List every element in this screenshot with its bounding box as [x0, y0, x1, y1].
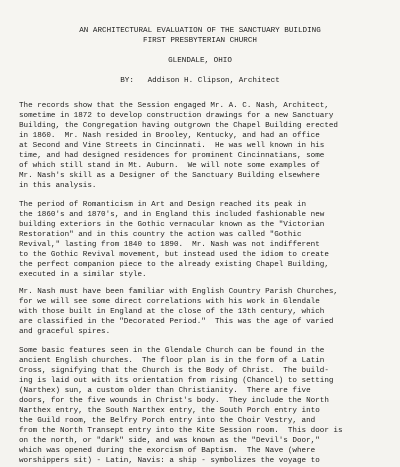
- document-title-line-2: FIRST PRESBYTERIAN CHURCH: [143, 37, 257, 45]
- paragraph-1-line: Building, the Congregation having outgrown the Chapel Building erected: [19, 122, 338, 130]
- paragraph-2-line: the perfect companion piece to the already existing Chapel Building,: [19, 261, 329, 269]
- paragraph-3-line: and graceful spires.: [19, 328, 111, 336]
- paragraph-2-line: The period of Romanticism in Art and Design reached its peak in: [19, 201, 307, 209]
- document-location: GLENDALE, OHIO: [168, 57, 232, 65]
- paragraph-1-line: Mr. Nash's skill as a Designer of the Sanctuary Building elsewhere: [19, 172, 320, 180]
- paragraph-4-line: the Guild room, the Belfry Porch entry into the Choir Vestry, and: [19, 417, 316, 425]
- paragraph-4-line: worshippers sit) - Latin, Navis: a ship - symbolizes the voyage to: [19, 457, 320, 465]
- paragraph-4-line: ing is laid out with its orientation from rising (Chancel) to setting: [19, 377, 334, 385]
- document-byline: BY: Addison H. Clipson, Architect: [120, 77, 280, 85]
- paragraph-2-line: to the Gothic Revival movement, but instead used the idiom to create: [19, 251, 329, 259]
- paragraph-2-line: the 1860's and 1870's, and in England this included fashionable new: [19, 211, 325, 219]
- paragraph-3-line: are classified in the "Decorated Period." This was the age of varied: [19, 318, 334, 326]
- paragraph-4-line: ancient English churches. The floor plan is in the form of a Latin: [19, 357, 325, 365]
- paragraph-1-line: in 1860. Mr. Nash resided in Brooley, Kentucky, and had an office: [19, 132, 320, 140]
- paragraph-3-line: for we will see some direct correlations with his work in Glendale: [19, 298, 320, 306]
- document-title-line-1: AN ARCHITECTURAL EVALUATION OF THE SANCTUARY BUILDING: [79, 27, 321, 35]
- paragraph-1-line: of which still stand in Mt. Auburn. We will note some examples of: [19, 162, 320, 170]
- paragraph-4-line: doors, for the five wounds in Christ's body. They include the North: [19, 397, 329, 405]
- paragraph-1-line: sometime in 1872 to develop construction drawings for a new Sanctuary: [19, 112, 334, 120]
- paragraph-4-line: Narthex entry, the South Narthex entry, the South Porch entry into: [19, 407, 320, 415]
- paragraph-4-line: (Narthex) sun, a custom older than Christianity. There are five: [19, 387, 311, 395]
- paragraph-1-line: in this analysis.: [19, 182, 97, 190]
- paragraph-1-line: The records show that the Session engaged Mr. A. C. Nash, Architect,: [19, 102, 329, 110]
- paragraph-4-line: Cross, signifying that the Church is the Body of Christ. The build-: [19, 367, 329, 375]
- paragraph-2-line: building exteriors in the Gothic vernacular known as the "Victorian: [19, 221, 325, 229]
- paragraph-3-line: with those built in England at the close of the 13th century, which: [19, 308, 325, 316]
- paragraph-2-line: Restoration" and in this country the action was called "Gothic: [19, 231, 302, 239]
- paragraph-2-line: executed in a similar style.: [19, 271, 147, 279]
- paragraph-3-line: Mr. Nash must have been familiar with English Country Parish Churches,: [19, 288, 338, 296]
- paragraph-1-line: time, and had designed residences for prominent Cincinnatians, some: [19, 152, 325, 160]
- paragraph-4-line: on the north, or "dark" side, and was known as the "Devil's Door,": [19, 437, 320, 445]
- paragraph-4-line: Some basic features seen in the Glendale Church can be found in the: [19, 347, 325, 355]
- paragraph-4-line: from the North Transept entry into the Kite Session room. This door is: [19, 427, 343, 435]
- paragraph-1-line: at Second and Vine Streets in Cincinnati. He was well known in his: [19, 142, 325, 150]
- paragraph-2-line: Revival," lasting from 1840 to 1890. Mr. Nash was not indifferent: [19, 241, 320, 249]
- paragraph-4-line: which was opened during the exorcism of Baptism. The Nave (where: [19, 447, 316, 455]
